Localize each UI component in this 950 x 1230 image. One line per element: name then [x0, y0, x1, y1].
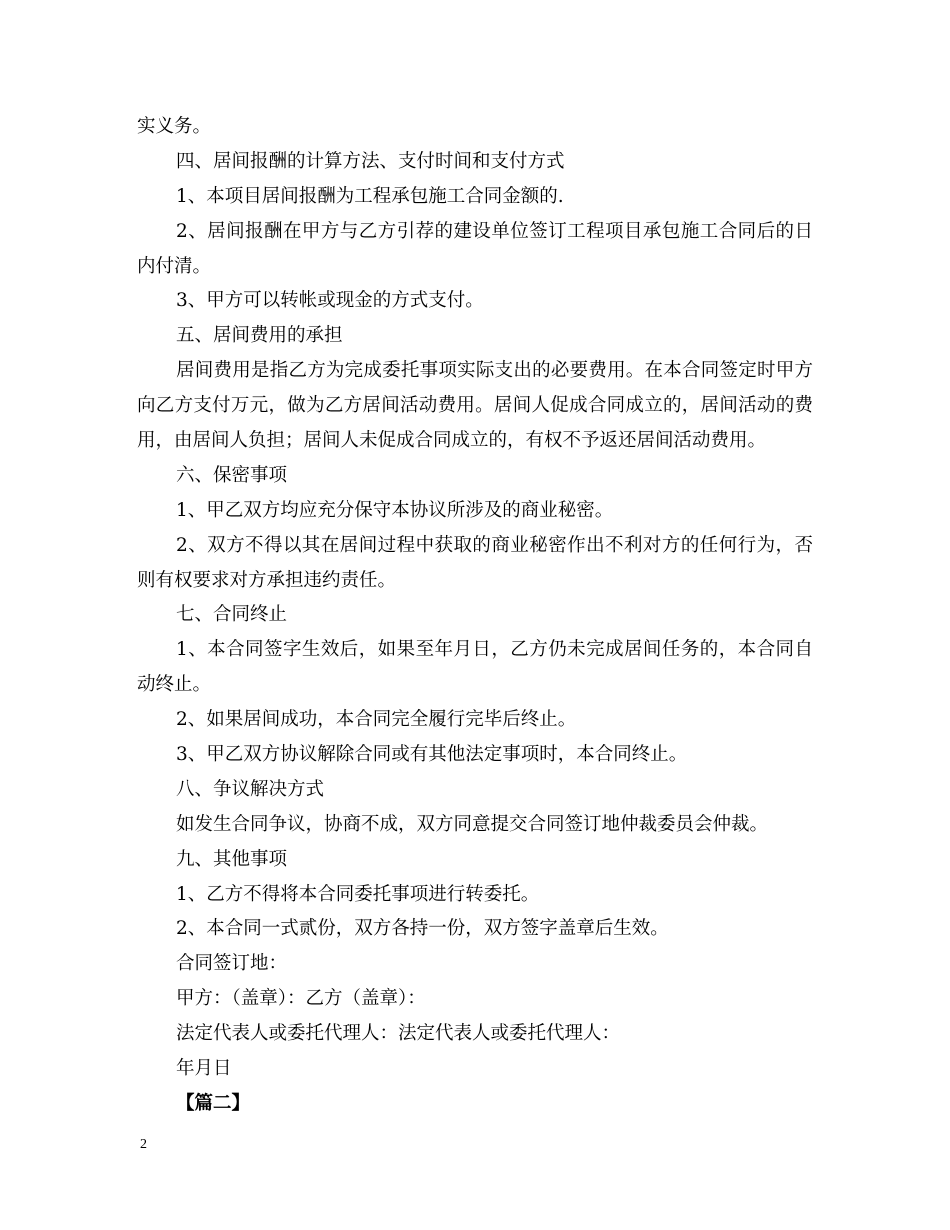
paragraph-line: 如发生合同争议，协商不成，双方同意提交合同签订地仲裁委员会仲裁。 [176, 813, 769, 835]
section-heading [137, 145, 813, 180]
section-heading [137, 773, 813, 808]
paragraph-line: 六、保密事项 [176, 464, 288, 486]
paragraph-line: 2、居间报酬在甲方与乙方引荐的建设单位签订工程项目承包施工合同后的日 [176, 220, 813, 242]
paragraph-line: 居间费用是指乙方为完成委托事项实际支出的必要费用。在本合同签定时甲方 [176, 360, 813, 382]
clause-paragraph [137, 878, 813, 913]
document-page [137, 110, 813, 1122]
signing-place-line: 合同签订地： [176, 953, 288, 975]
paragraph-line: 七、合同终止 [176, 604, 288, 626]
section-heading [137, 319, 813, 354]
clause-paragraph [137, 529, 813, 599]
clause-paragraph [137, 808, 813, 843]
clause-paragraph [137, 738, 813, 773]
paragraph-line: 1、甲乙双方均应充分保守本协议所涉及的商业秘密。 [176, 499, 614, 521]
clause-paragraph [137, 912, 813, 947]
signature-block [137, 947, 813, 1087]
continuation-text: 实义务。 [137, 116, 212, 137]
paragraph-line: 1、本合同签字生效后，如果至年月日，乙方仍未完成居间任务的，本合同自 [176, 639, 813, 661]
section-heading [137, 843, 813, 878]
paragraph-line: 内付清。 [137, 255, 212, 277]
clause-paragraph [137, 180, 813, 215]
paragraph-line: 动终止。 [137, 674, 212, 696]
paragraph-line: 向乙方支付万元，做为乙方居间活动费用。居间人促成合同成立的，居间活动的费 [137, 395, 813, 417]
paragraph-line: 2、双方不得以其在居间过程中获取的商业秘密作出不利对方的任何行为，否 [176, 534, 813, 556]
paragraph-line: 2、本合同一式贰份，双方各持一份，双方签字盖章后生效。 [176, 918, 669, 940]
paragraph-line: 1、本项目居间报酬为工程承包施工合同金额的. [176, 185, 564, 207]
section-heading [137, 598, 813, 633]
paragraph-line: 四、居间报酬的计算方法、支付时间和支付方式 [176, 150, 565, 172]
date-line: 年月日 [176, 1058, 232, 1080]
paragraph-line: 用，由居间人负担；居间人未促成合同成立的，有权不予返还居间活动费用。 [137, 430, 767, 452]
paragraph-line: 1、乙方不得将本合同委托事项进行转委托。 [176, 883, 540, 905]
party-seal-line: 甲方：（盖章）：乙方（盖章）： [176, 988, 426, 1010]
clause-paragraph [137, 494, 813, 529]
paragraph-line: 九、其他事项 [176, 848, 288, 870]
paragraph-line: 3、甲方可以转帐或现金的方式支付。 [176, 290, 484, 312]
paragraph-line: 2、如果居间成功，本合同完全履行完毕后终止。 [176, 709, 577, 731]
paragraph-line: 五、居间费用的承担 [176, 325, 343, 347]
clause-paragraph [137, 703, 813, 738]
clause-paragraph [137, 633, 813, 703]
clause-paragraph [137, 284, 813, 319]
paragraph-line: 3、甲乙双方协议解除合同或有其他法定事项时，本合同终止。 [176, 744, 688, 766]
clause-paragraph [137, 354, 813, 459]
section-marker: 【篇二】 [176, 1092, 251, 1114]
paragraph-line: 则有权要求对方承担违约责任。 [137, 569, 397, 591]
paragraph-line: 八、争议解决方式 [176, 778, 325, 800]
page-number: 2 [140, 1137, 147, 1152]
section-heading [137, 459, 813, 494]
representative-line: 法定代表人或委托代理人：法定代表人或委托代理人： [176, 1023, 621, 1045]
clause-paragraph [137, 215, 813, 285]
